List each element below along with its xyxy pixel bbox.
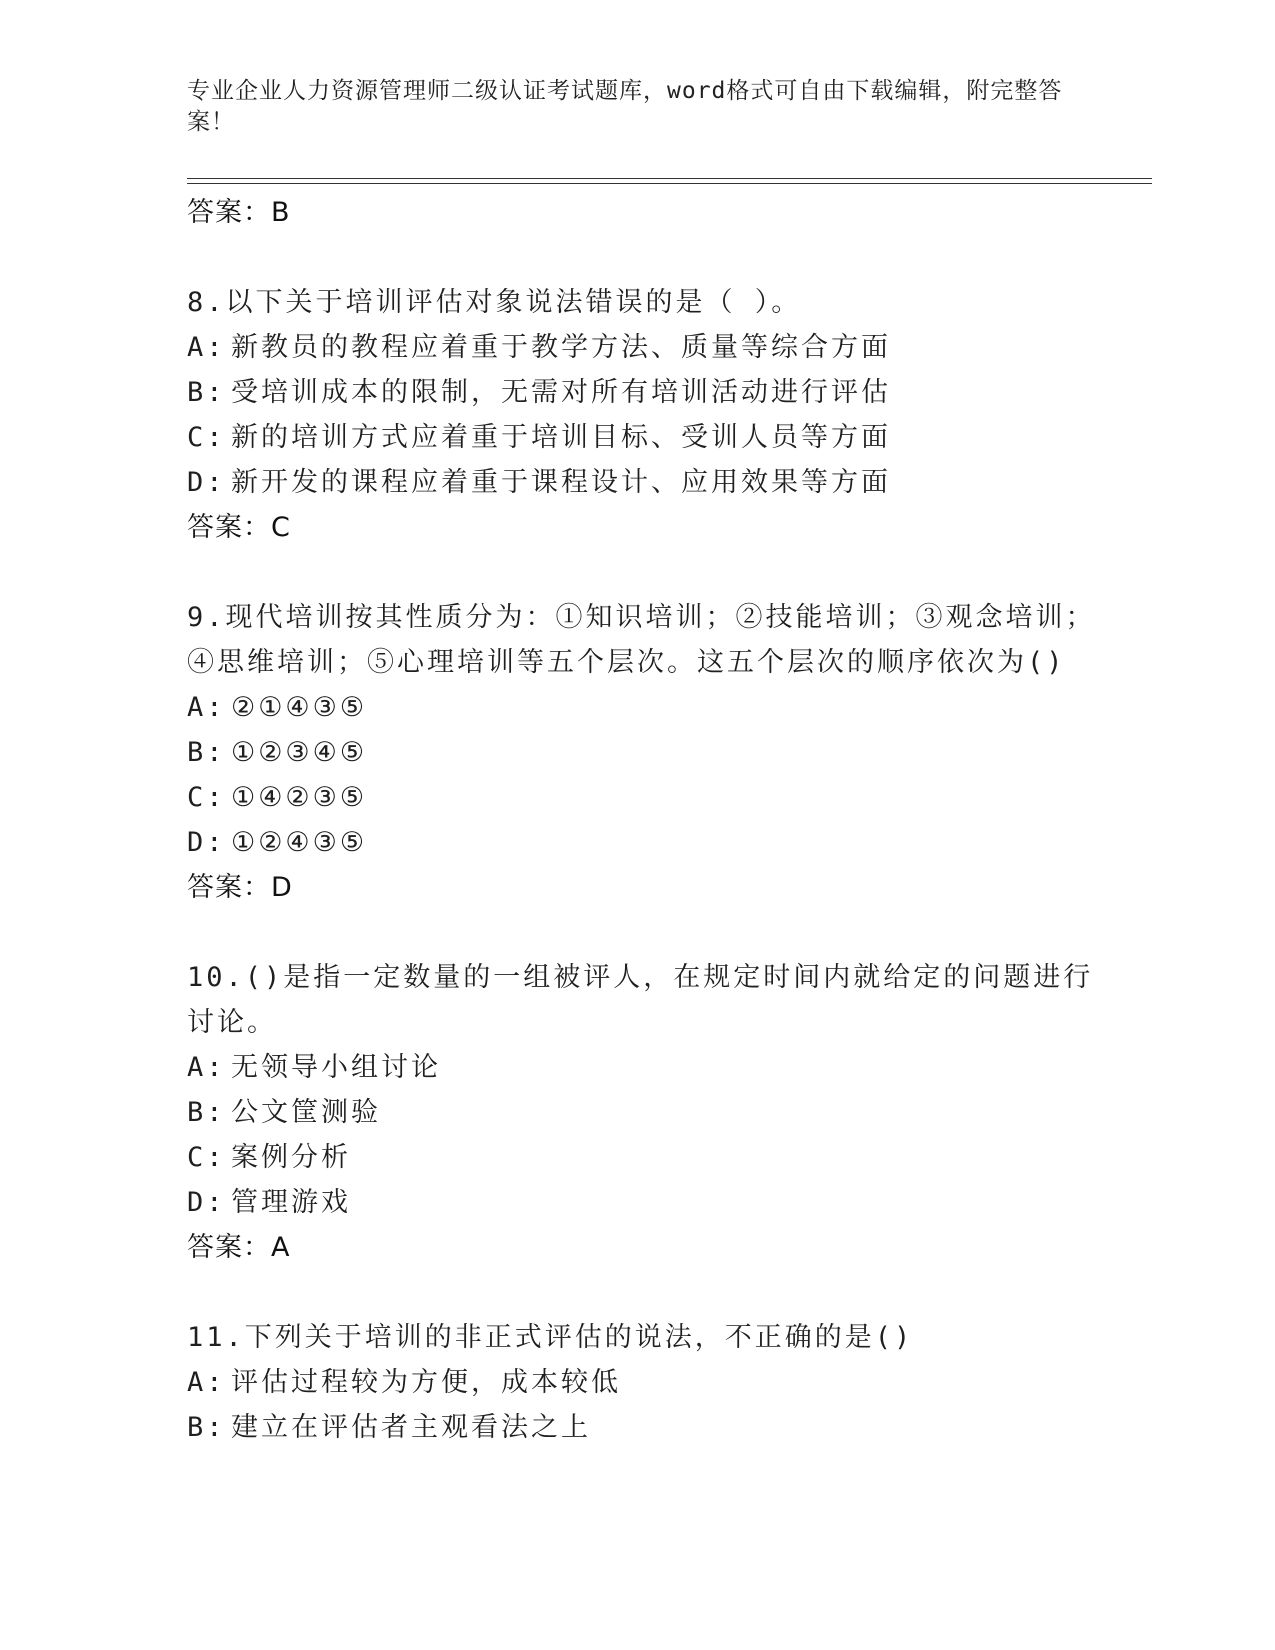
option-letter: B: bbox=[187, 1412, 226, 1443]
question-text: 8.以下关于培训评估对象说法错误的是（ ）。 bbox=[187, 287, 802, 318]
option-d bbox=[187, 1180, 1107, 1225]
option-a bbox=[187, 1045, 1107, 1090]
option-letter: A: bbox=[187, 1367, 226, 1398]
question-block bbox=[187, 595, 1107, 910]
option-letter: C: bbox=[187, 782, 226, 813]
option-c bbox=[187, 1135, 1107, 1180]
question-text: 10.()是指一定数量的一组被评人，在规定时间内就给定的问题进行讨论。 bbox=[187, 962, 1094, 1038]
option-letter: C: bbox=[187, 422, 226, 453]
option-b bbox=[187, 730, 1107, 775]
option-b bbox=[187, 1405, 1107, 1450]
option-letter: A: bbox=[187, 692, 226, 723]
option-text: 新教员的教程应着重于教学方法、质量等综合方面 bbox=[231, 332, 891, 363]
option-d bbox=[187, 460, 1107, 505]
option-c bbox=[187, 415, 1107, 460]
document-body bbox=[187, 190, 1107, 1450]
option-letter: D: bbox=[187, 1187, 226, 1218]
answer-line: 答案：A bbox=[187, 1232, 291, 1263]
header-rule-top bbox=[187, 178, 1152, 179]
question-block bbox=[187, 955, 1107, 1270]
option-text: ①②④③⑤ bbox=[231, 827, 368, 858]
option-letter: A: bbox=[187, 1052, 226, 1083]
header-rule-bottom bbox=[187, 183, 1152, 184]
option-a bbox=[187, 685, 1107, 730]
option-c bbox=[187, 775, 1107, 820]
answer-line: 答案：B bbox=[187, 197, 291, 228]
option-text: 新开发的课程应着重于课程设计、应用效果等方面 bbox=[231, 467, 891, 498]
question-text: 11.下列关于培训的非正式评估的说法，不正确的是() bbox=[187, 1322, 914, 1353]
spacer bbox=[187, 1270, 1107, 1315]
option-text: 受培训成本的限制，无需对所有培训活动进行评估 bbox=[231, 377, 891, 408]
spacer bbox=[187, 550, 1107, 595]
option-text: ①④②③⑤ bbox=[231, 782, 368, 813]
document-header: 专业企业人力资源管理师二级认证考试题库，word格式可自由下载编辑，附完整答案！ bbox=[187, 78, 1063, 135]
option-letter: B: bbox=[187, 1097, 226, 1128]
question-block bbox=[187, 1315, 1107, 1450]
option-letter: B: bbox=[187, 737, 226, 768]
option-b bbox=[187, 1090, 1107, 1135]
option-text: 案例分析 bbox=[231, 1142, 351, 1173]
option-text: ①②③④⑤ bbox=[231, 737, 368, 768]
option-letter: A: bbox=[187, 332, 226, 363]
answer-line: 答案：C bbox=[187, 512, 291, 543]
option-text: 无领导小组讨论 bbox=[231, 1052, 441, 1083]
option-text: ②①④③⑤ bbox=[231, 692, 368, 723]
option-letter: D: bbox=[187, 827, 226, 858]
question-text: 9.现代培训按其性质分为：①知识培训；②技能培训；③观念培训；④思维培训；⑤心理培训等五个层次。这五个层次的顺序依次为() bbox=[187, 602, 1096, 678]
option-a bbox=[187, 325, 1107, 370]
spacer bbox=[187, 910, 1107, 955]
option-a bbox=[187, 1360, 1107, 1405]
option-text: 管理游戏 bbox=[231, 1187, 351, 1218]
answer-line: 答案：D bbox=[187, 872, 293, 903]
option-letter: B: bbox=[187, 377, 226, 408]
option-b bbox=[187, 370, 1107, 415]
option-text: 评估过程较为方便，成本较低 bbox=[231, 1367, 621, 1398]
option-d bbox=[187, 820, 1107, 865]
option-letter: D: bbox=[187, 467, 226, 498]
spacer bbox=[187, 235, 1107, 280]
option-letter: C: bbox=[187, 1142, 226, 1173]
option-text: 公文筐测验 bbox=[231, 1097, 381, 1128]
option-text: 建立在评估者主观看法之上 bbox=[231, 1412, 591, 1443]
option-text: 新的培训方式应着重于培训目标、受训人员等方面 bbox=[231, 422, 891, 453]
question-block bbox=[187, 280, 1107, 550]
